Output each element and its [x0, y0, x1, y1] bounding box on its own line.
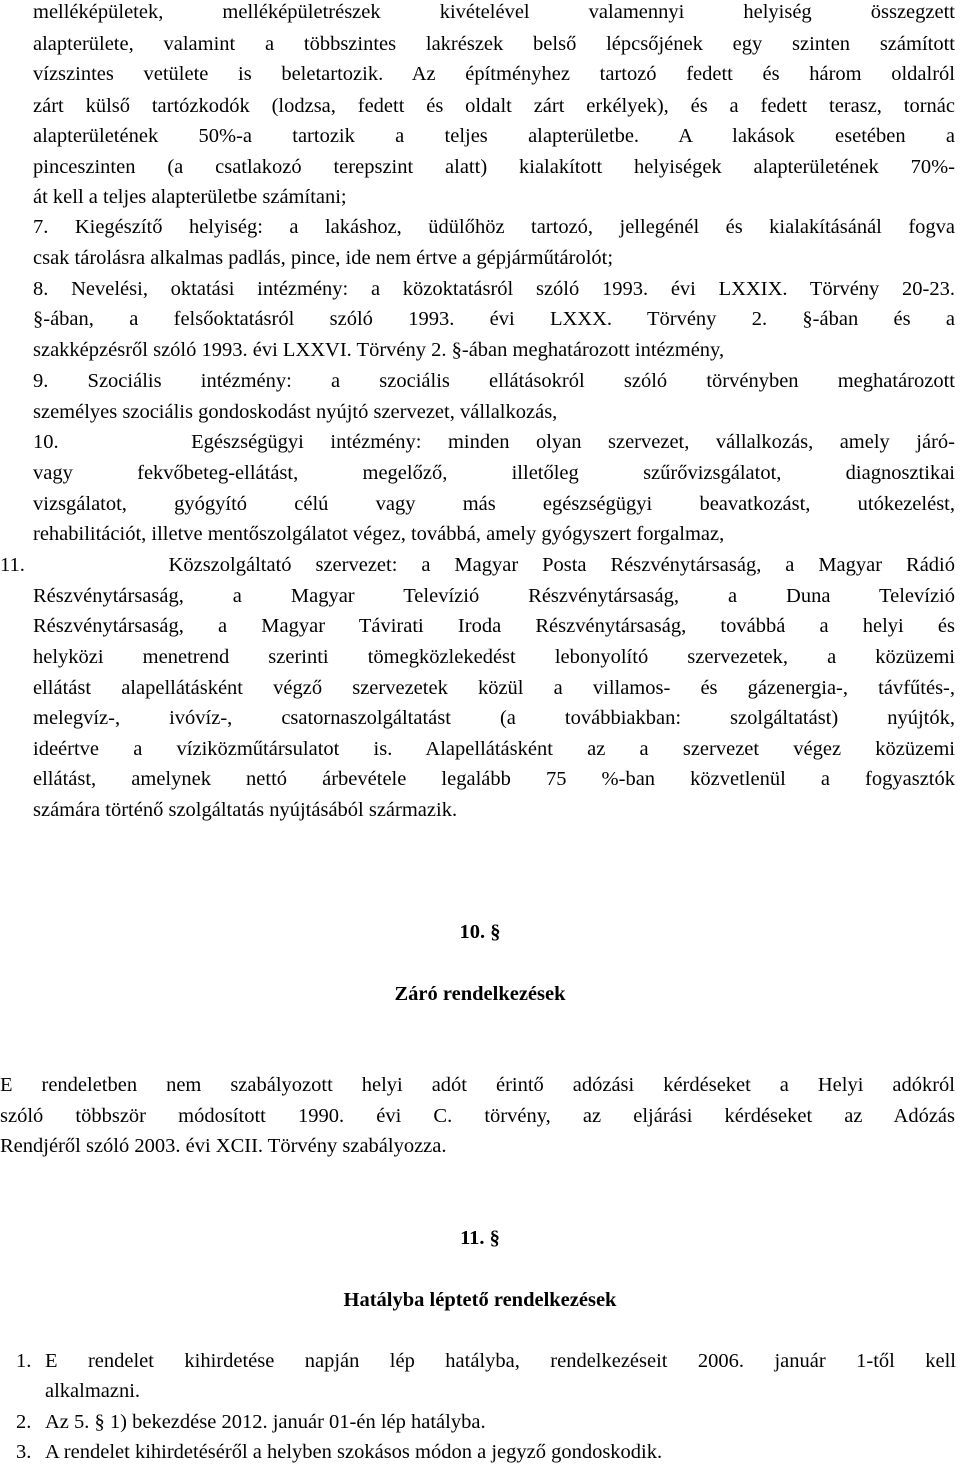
definition-item-8: 8. Nevelési, oktatási intézmény: a közoktatásról szóló 1993. évi LXXIX. Törvény 20-23. [33, 278, 955, 300]
text-line: csak tárolásra alkalmas padlás, pince, ide nem értve a gépjárműtárolót; [33, 247, 614, 269]
text-line: vizsgálatot, gyógyító célú vagy más egészségügyi beavatkozást, utókezelést, [33, 493, 955, 515]
text-line: rehabilitációt, illetve mentőszolgálatot végez, továbbá, amely gyógyszert forgalmaz, [33, 523, 725, 545]
section-title: Hatályba léptető rendelkezések [343, 1289, 617, 1311]
text-line: melegvíz-, ivóvíz-, csatornaszolgáltatást (a továbbiakban: szolgáltatást) nyújtók, [33, 707, 955, 729]
text-line: személyes szociális gondoskodást nyújtó szervezet, vállalkozás, [33, 401, 558, 423]
text-line: számára történő szolgáltatás nyújtásából származik. [33, 799, 458, 821]
section-title: Záró rendelkezések [394, 983, 566, 1005]
text-line: ellátást alapellátásként végző szervezetek közül a villamos- és gázenergia-, távfűtés-, [33, 677, 955, 699]
list-item-number: 1. [16, 1350, 32, 1372]
text-line: Rendjéről szóló 2003. évi XCII. Törvény szabályozza. [0, 1135, 447, 1157]
list-item-continuation: alkalmazni. [45, 1380, 141, 1402]
definition-item-7: 7. Kiegészítő helyiség: a lakáshoz, üdülőhöz tartozó, jellegénél és kialakításánál fogva [33, 216, 955, 238]
section-number: 10. § [459, 921, 501, 943]
text-line: alapterülete, valamint a többszintes lakrészek belső lépcsőjének egy szinten számított [33, 33, 955, 55]
text-line: §-ában, a felsőoktatásról szóló 1993. évi LXXX. Törvény 2. §-ában és a [33, 308, 955, 330]
text-line: pinceszinten (a csatlakozó terepszint alatt) kialakított helyiségek alapterületének 70%- [33, 156, 955, 178]
list-item: A rendelet kihirdetéséről a helyben szokásos módon a jegyző gondoskodik. [45, 1441, 663, 1463]
list-item: E rendelet kihirdetése napján lép hatályba, rendelkezéseit 2006. január 1-től kell [45, 1350, 956, 1372]
text-line: zárt külső tartózkodók (lodzsa, fedett és oldalt zárt erkélyek), és a fedett terasz, tornác [33, 95, 955, 117]
text-line: E rendeletben nem szabályozott helyi adót érintő adózási kérdéseket a Helyi adókról [0, 1074, 955, 1096]
text-line: helyközi menetrend szerinti tömegközlekedést lebonyolító szervezetek, a közüzemi [33, 646, 955, 668]
text-line: melléképületek, melléképületrészek kivételével valamennyi helyiség összegzett [33, 1, 955, 23]
text-line: Részvénytársaság, a Magyar Televízió Részvénytársaság, a Duna Televízió [33, 585, 955, 607]
list-item: Az 5. § 1) bekezdése 2012. január 01-én lép hatályba. [45, 1411, 486, 1433]
text-line: alapterületének 50%-a tartozik a teljes alapterületbe. A lakások esetében a [33, 125, 955, 147]
text-line: vagy fekvőbeteg-ellátást, megelőző, illetőleg szűrővizsgálatot, diagnosztikai [33, 462, 955, 484]
list-item-number: 3. [16, 1441, 32, 1463]
text-line: Részvénytársaság, a Magyar Távirati Iroda Részvénytársaság, továbbá a helyi és [33, 615, 955, 637]
text-line: ideértve a víziközműtársulatot is. Alapellátásként az a szervezet végez közüzemi [33, 738, 955, 760]
text-line: szóló többször módosított 1990. évi C. törvény, az eljárási kérdéseket az Adózás [0, 1105, 955, 1127]
text-line: át kell a teljes alapterületbe számítani; [33, 186, 347, 208]
definition-item-11: 11. Közszolgáltató szervezet: a Magyar Posta Részvénytársaság, a Magyar Rádió [0, 554, 955, 576]
list-item-number: 2. [16, 1411, 32, 1433]
definition-item-9: 9. Szociális intézmény: a szociális ellátásokról szóló törvényben meghatározott [33, 370, 955, 392]
definition-item-10: 10. Egészségügyi intézmény: minden olyan szervezet, vállalkozás, amely járó- [33, 431, 955, 453]
text-line: vízszintes vetülete is beletartozik. Az építményhez tartozó fedett és három oldalról [33, 63, 955, 85]
text-line: ellátást, amelynek nettó árbevétele legalább 75 %-ban közvetlenül a fogyasztók [33, 768, 955, 790]
text-line: szakképzésről szóló 1993. évi LXXVI. Törvény 2. §-ában meghatározott intézmény, [33, 339, 725, 361]
section-number: 11. § [460, 1227, 500, 1249]
